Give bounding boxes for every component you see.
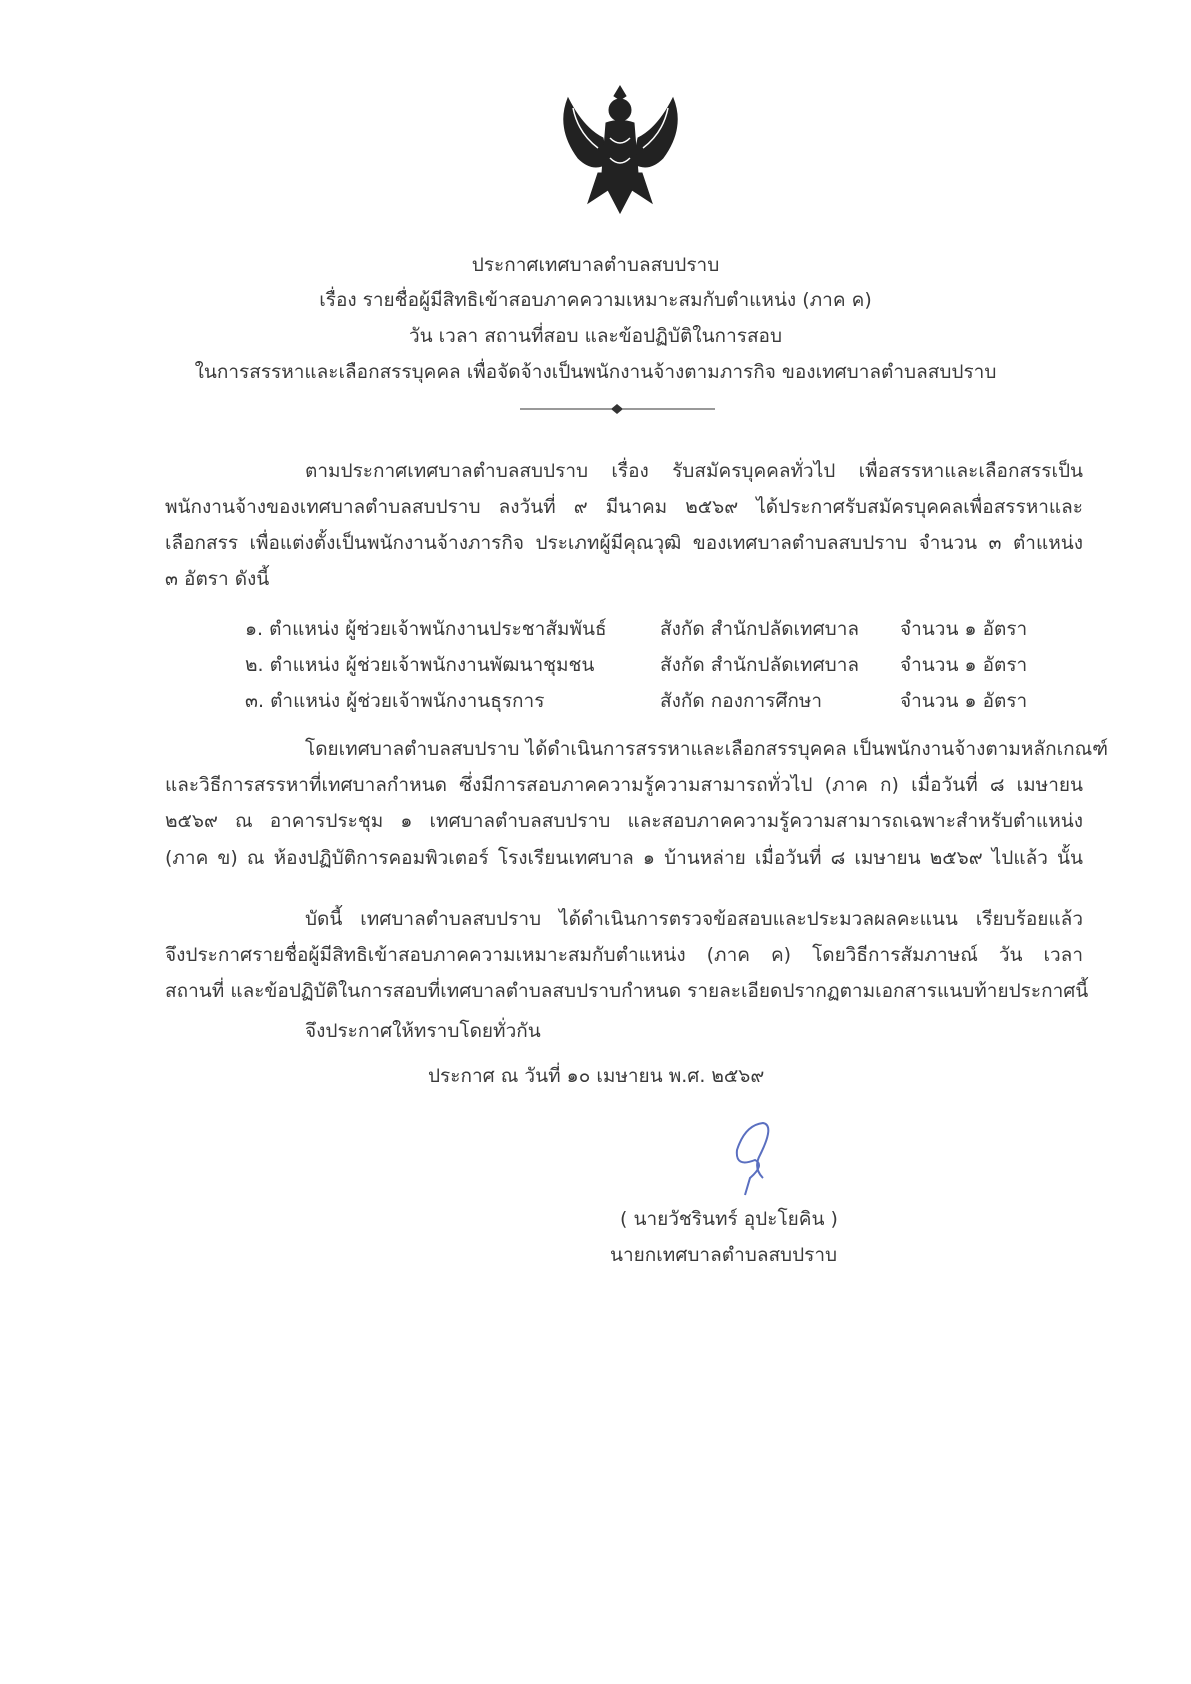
announcement-date: ประกาศ ณ วันที่ ๑๐ เมษายน พ.ศ. ๒๕๖๙ (428, 1065, 765, 1087)
paragraph-2-line: (ภาค ข) ณ ห้องปฏิบัติการคอมพิวเตอร์ โรงเรียนเทศบาล ๑ บ้านหล่าย เมื่อวันที่ ๘ เมษายน ๒๕๖๙ ไปแล้ว นั้น (165, 847, 1083, 869)
subject-line-3: ในการสรรหาและเลือกสรรบุคคล เพื่อจัดจ้างเป็นพนักงานจ้างตามภารกิจ ของเทศบาลตำบลสบปราบ (194, 361, 997, 383)
signatory-name: ( นายวัชรินทร์ อุปะโยคิน ) (620, 1208, 838, 1230)
position-count: จำนวน ๑ อัตรา (900, 618, 1028, 640)
paragraph-2-line: และวิธีการสรรหาที่เทศบาลกำหนด ซึ่งมีการสอบภาคความรู้ความสามารถทั่วไป (ภาค ก) เมื่อวันที่ ๘ เมษายน (165, 774, 1083, 796)
position-title: ๓. ตำแหน่ง ผู้ช่วยเจ้าพนักงานธุรการ (245, 690, 545, 712)
paragraph-1-line: ตามประกาศเทศบาลตำบลสบปราบ เรื่อง รับสมัครบุคคลทั่วไป เพื่อสรรหาและเลือกสรรเป็น (305, 460, 1083, 482)
handwritten-signature (715, 1120, 785, 1200)
paragraph-3-line: สถานที่ และข้อปฏิบัติในการสอบที่เทศบาลตำบลสบปราบกำหนด รายละเอียดปรากฏตามเอกสารแนบท้ายประกาศนี้ (165, 980, 1089, 1002)
position-unit: สังกัด กองการศึกษา (660, 690, 823, 712)
subject-line: เรื่อง รายชื่อผู้มีสิทธิเข้าสอบภาคความเหมาะสมกับตำแหน่ง (ภาค ค) (319, 289, 872, 311)
announcement-title: ประกาศเทศบาลตำบลสบปราบ (471, 254, 720, 276)
position-count: จำนวน ๑ อัตรา (900, 690, 1028, 712)
position-title: ๑. ตำแหน่ง ผู้ช่วยเจ้าพนักงานประชาสัมพันธ์ (245, 618, 607, 640)
paragraph-1-line: เลือกสรร เพื่อแต่งตั้งเป็นพนักงานจ้างภารกิจ ประเภทผู้มีคุณวุฒิ ของเทศบาลตำบลสบปราบ จำนวน ๓ ตำแหน่ง (165, 532, 1083, 554)
signatory-title: นายกเทศบาลตำบลสบปราบ (610, 1244, 838, 1266)
closing-statement: จึงประกาศให้ทราบโดยทั่วกัน (305, 1020, 541, 1042)
position-count: จำนวน ๑ อัตรา (900, 654, 1028, 676)
position-unit: สังกัด สำนักปลัดเทศบาล (660, 654, 860, 676)
paragraph-3-line: บัดนี้ เทศบาลตำบลสบปราบ ได้ดำเนินการตรวจข้อสอบและประมวลผลคะแนน เรียบร้อยแล้ว (305, 908, 1083, 930)
paragraph-3-line: จึงประกาศรายชื่อผู้มีสิทธิเข้าสอบภาคความเหมาะสมกับตำแหน่ง (ภาค ค) โดยวิธีการสัมภาษณ์ วัน เวลา (165, 944, 1083, 966)
position-title: ๒. ตำแหน่ง ผู้ช่วยเจ้าพนักงานพัฒนาชุมชน (245, 654, 595, 676)
paragraph-2-line: โดยเทศบาลตำบลสบปราบ ได้ดำเนินการสรรหาและเลือกสรรบุคคล เป็นพนักงานจ้างตามหลักเกณฑ์ (305, 738, 1108, 760)
divider (520, 404, 715, 414)
garuda-emblem (548, 78, 693, 216)
paragraph-1-line: ๓ อัตรา ดังนี้ (165, 568, 270, 590)
subject-line-2: วัน เวลา สถานที่สอบ และข้อปฏิบัติในการสอบ (408, 325, 783, 347)
position-unit: สังกัด สำนักปลัดเทศบาล (660, 618, 860, 640)
paragraph-1-line: พนักงานจ้างของเทศบาลตำบลสบปราบ ลงวันที่ ๙ มีนาคม ๒๕๖๙ ได้ประกาศรับสมัครบุคคลเพื่อสรรหาและ (165, 496, 1083, 518)
paragraph-2-line: ๒๕๖๙ ณ อาคารประชุม ๑ เทศบาลตำบลสบปราบ และสอบภาคความรู้ความสามารถเฉพาะสำหรับตำแหน่ง (165, 810, 1083, 832)
